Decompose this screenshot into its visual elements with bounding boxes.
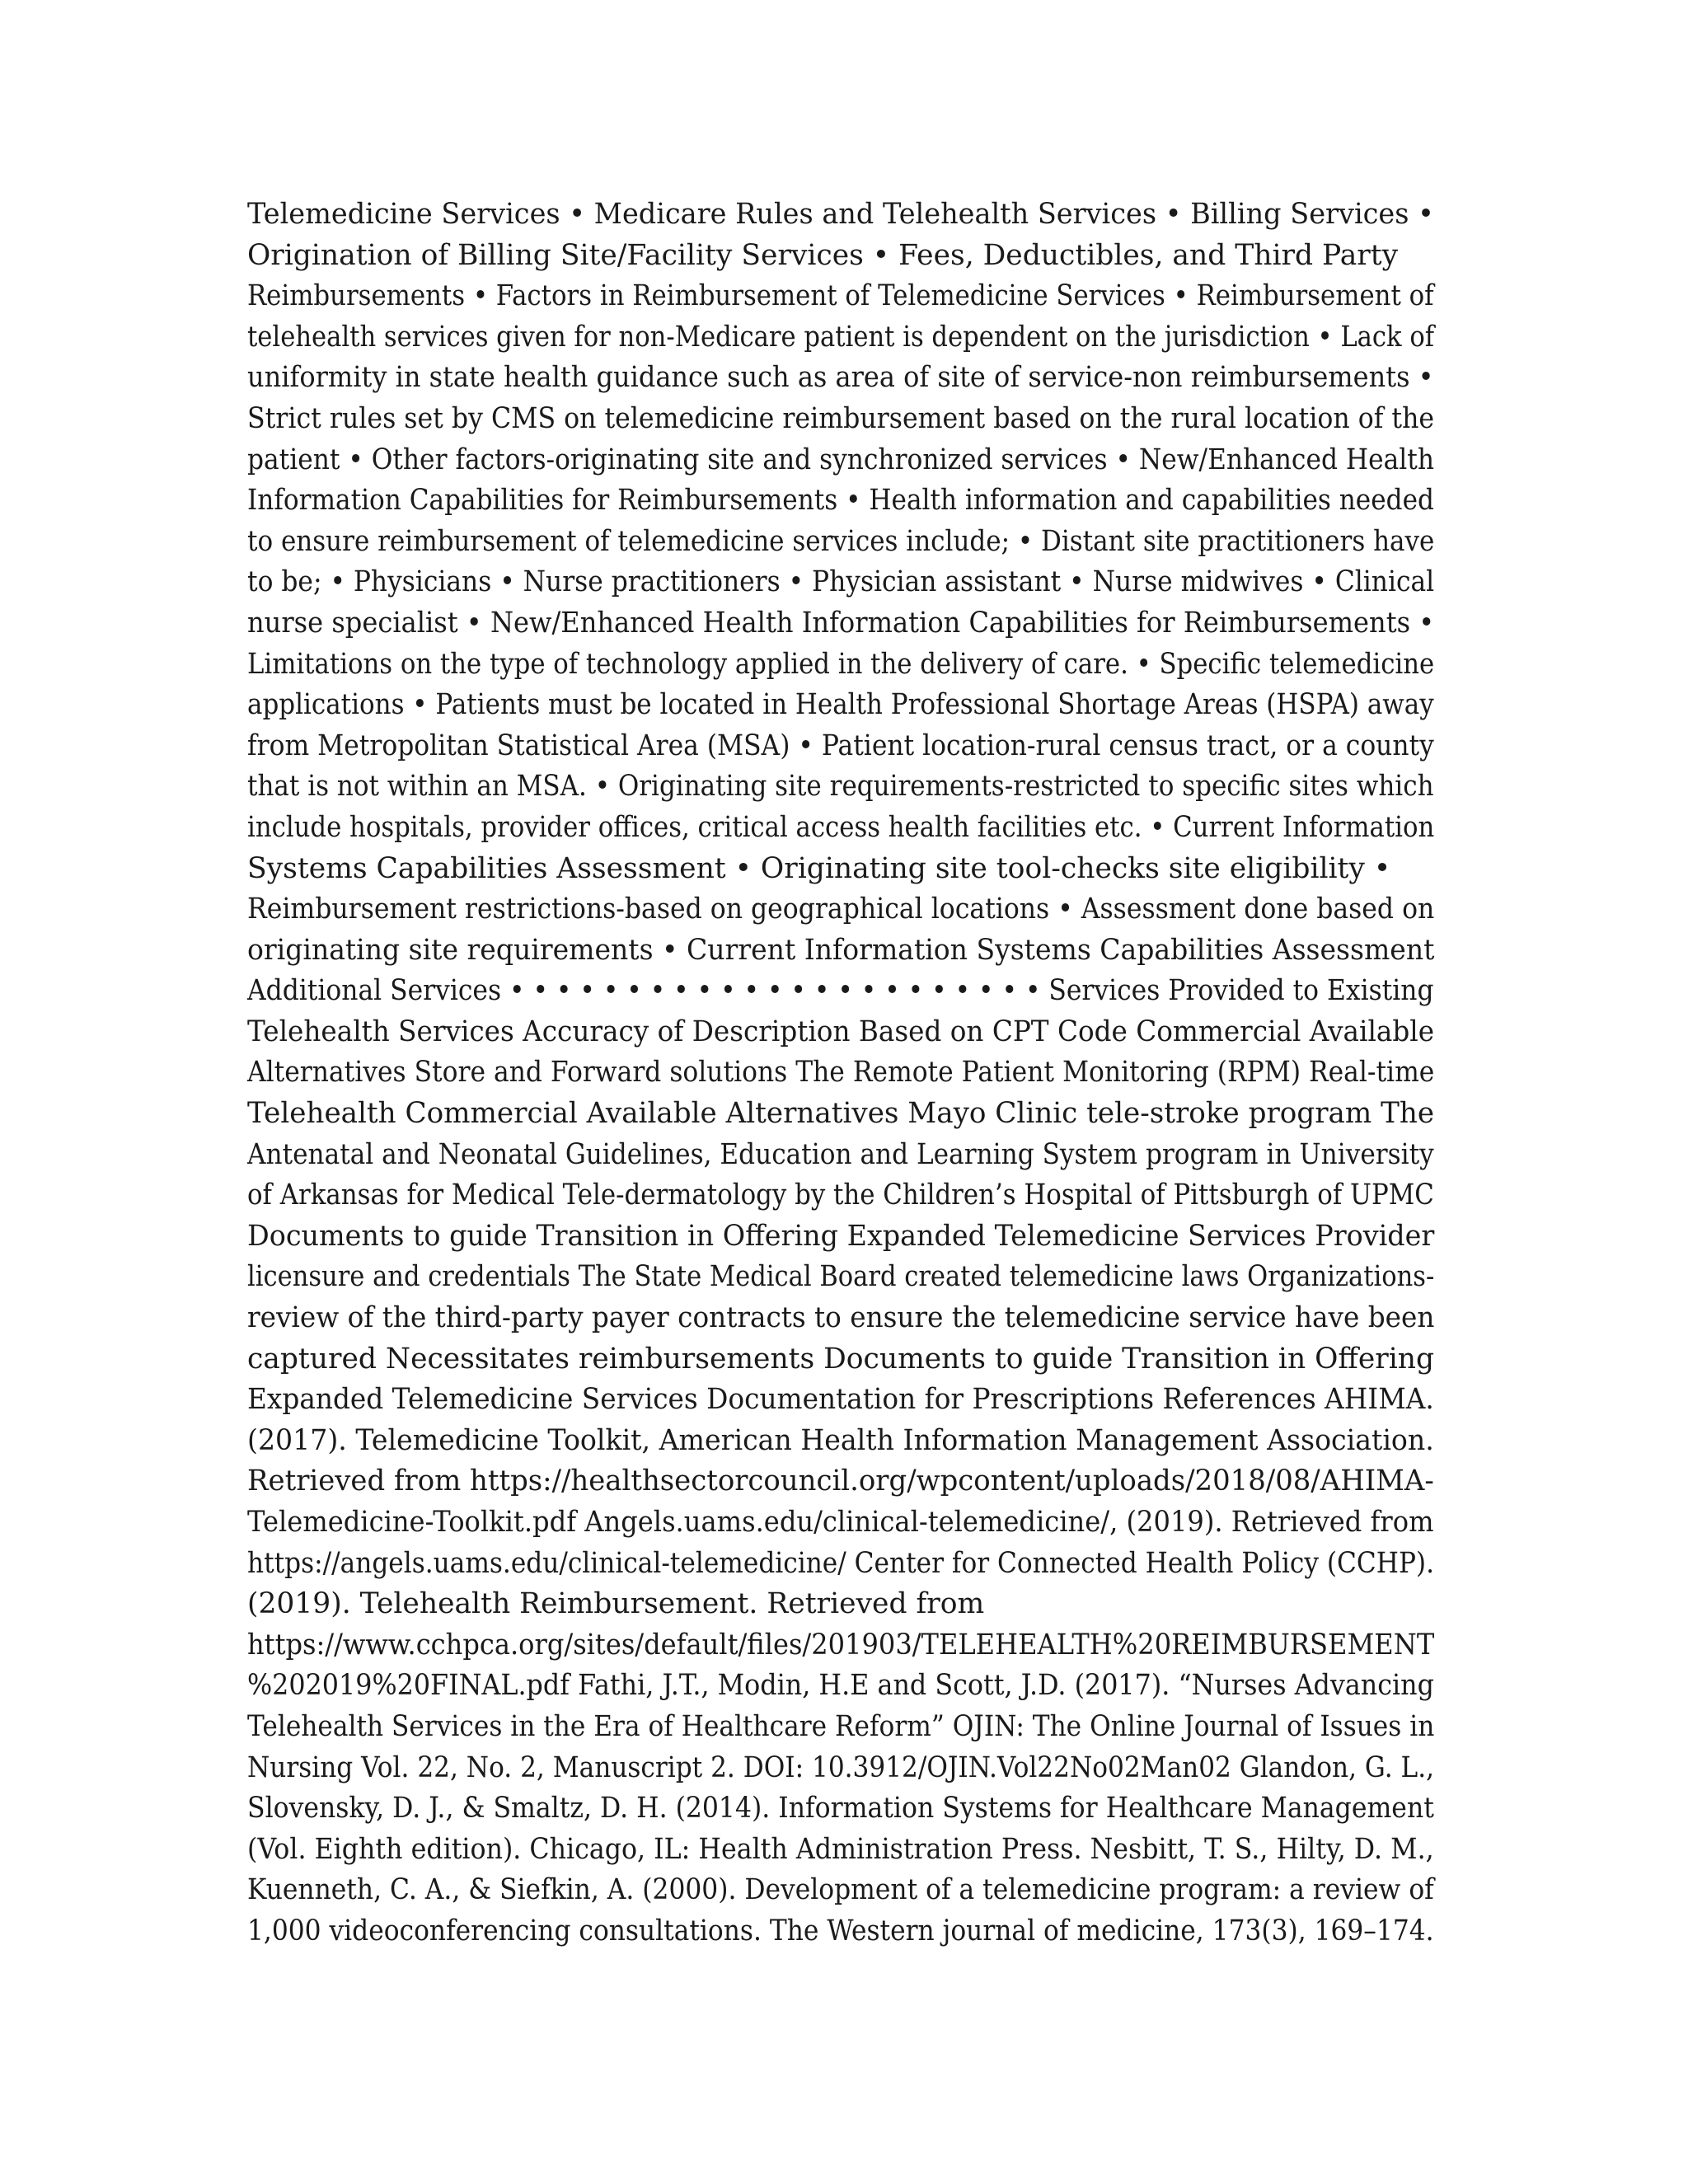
text-line: https://www.cchpca.org/sites/default/files/201903/TELEHEALTH%20REIMBURSEMENT xyxy=(247,1628,1435,1661)
text-line: Telehealth Commercial Available Alternatives Mayo Clinic tele-stroke program The xyxy=(247,1097,1435,1131)
text-line: Expanded Telemedicine Services Documentation for Prescriptions References AHIMA. xyxy=(247,1383,1434,1417)
text-line: Reimbursements • Factors in Reimbursement of Telemedicine Services • Reimbursement of xyxy=(247,279,1434,313)
text-line: Additional Services • • • • • • • • • • • • • • • • • • • • • • • Services Provided to Existing xyxy=(247,974,1434,1008)
text-line: Origination of Billing Site/Facility Services • Fees, Deductibles, and Third Party xyxy=(247,238,1399,272)
text-line: %202019%20FINAL.pdf Fathi, J.T., Modin, H.E and Scott, J.D. (2017). “Nurses Advancing xyxy=(247,1669,1434,1703)
text-line: Slovensky, D. J., & Smaltz, D. H. (2014). Information Systems for Healthcare Management xyxy=(247,1792,1434,1825)
text-line: telehealth services given for non-Medicare patient is dependent on the jurisdiction • Lack of xyxy=(247,320,1435,354)
text-line: https://angels.uams.edu/clinical-telemedicine/ Center for Connected Health Policy (CCHP). xyxy=(247,1546,1435,1580)
text-line: licensure and credentials The State Medical Board created telemedicine laws Organizations- xyxy=(247,1260,1435,1294)
text-line: Limitations on the type of technology applied in the delivery of care. • Specific telemedicine xyxy=(247,647,1435,681)
text-line: applications • Patients must be located in Health Professional Shortage Areas (HSPA) away xyxy=(247,688,1434,722)
text-line: Telehealth Services Accuracy of Description Based on CPT Code Commercial Available xyxy=(247,1015,1435,1048)
text-line: nurse specialist • New/Enhanced Health Information Capabilities for Reimbursements • xyxy=(247,606,1435,640)
text-line: Documents to guide Transition in Offering Expanded Telemedicine Services Provider xyxy=(247,1219,1435,1253)
text-line: originating site requirements • Current Information Systems Capabilities Assessment xyxy=(247,933,1435,967)
text-line: (2019). Telehealth Reimbursement. Retrieved from xyxy=(247,1587,985,1621)
text-line: 1,000 videoconferencing consultations. The Western journal of medicine, 173(3), 169–174. xyxy=(247,1914,1434,1947)
text-line: Telemedicine-Toolkit.pdf Angels.uams.edu/clinical-telemedicine/, (2019). Retrieved from xyxy=(247,1506,1434,1539)
text-line: to ensure reimbursement of telemedicine services include; • Distant site practitioners have xyxy=(247,524,1435,558)
text-line: Alternatives Store and Forward solutions The Remote Patient Monitoring (RPM) Real-time xyxy=(247,1056,1435,1090)
text-line: (Vol. Eighth edition). Chicago, IL: Health Administration Press. Nesbitt, T. S., Hilty, D. M., xyxy=(247,1832,1434,1866)
text-line: Nursing Vol. 22, No. 2, Manuscript 2. DOI: 10.3912/OJIN.Vol22No02Man02 Glandon, G. L., xyxy=(247,1750,1435,1784)
text-line: Reimbursement restrictions-based on geographical locations • Assessment done based on xyxy=(247,893,1435,926)
text-line: uniformity in state health guidance such as area of site of service-non reimbursements • xyxy=(247,361,1434,395)
text-line: Systems Capabilities Assessment • Originating site tool-checks site eligibility • xyxy=(247,851,1391,885)
text-line: (2017). Telemedicine Toolkit, American Health Information Management Association. xyxy=(247,1423,1434,1457)
text-line: Kuenneth, C. A., & Siefkin, A. (2000). Development of a telemedicine program: a review of xyxy=(247,1873,1434,1907)
text-line: Antenatal and Neonatal Guidelines, Education and Learning System program in University xyxy=(247,1137,1434,1171)
text-line: patient • Other factors-originating site and synchronized services • New/Enhanced Health xyxy=(247,443,1435,476)
text-line: review of the third-party payer contracts to ensure the telemedicine service have been xyxy=(247,1301,1435,1335)
text-line: captured Necessitates reimbursements Documents to guide Transition in Offering xyxy=(247,1342,1435,1376)
text-line: of Arkansas for Medical Tele-dermatology by the Children’s Hospital of Pittsburgh of UPMC xyxy=(247,1179,1434,1212)
text-line: Telemedicine Services • Medicare Rules and Telehealth Services • Billing Services • xyxy=(247,198,1434,231)
body-paragraph xyxy=(247,194,1434,1952)
text-line: from Metropolitan Statistical Area (MSA) • Patient location-rural census tract, or a county xyxy=(247,729,1434,762)
text-line: include hospitals, provider offices, critical access health facilities etc. • Current Information xyxy=(247,810,1435,844)
text-line: Retrieved from https://healthsectorcouncil.org/wpcontent/uploads/2018/08/AHIMA- xyxy=(247,1465,1434,1498)
text-line: that is not within an MSA. • Originating site requirements-restricted to specific sites which xyxy=(247,770,1434,804)
text-line: Information Capabilities for Reimbursements • Health information and capabilities needed xyxy=(247,484,1434,518)
text-line: Telehealth Services in the Era of Healthcare Reform” OJIN: The Online Journal of Issues in xyxy=(247,1709,1435,1743)
text-line: to be; • Physicians • Nurse practitioners • Physician assistant • Nurse midwives • Clinical xyxy=(247,565,1435,599)
text-line: Strict rules set by CMS on telemedicine reimbursement based on the rural location of the xyxy=(247,401,1435,435)
